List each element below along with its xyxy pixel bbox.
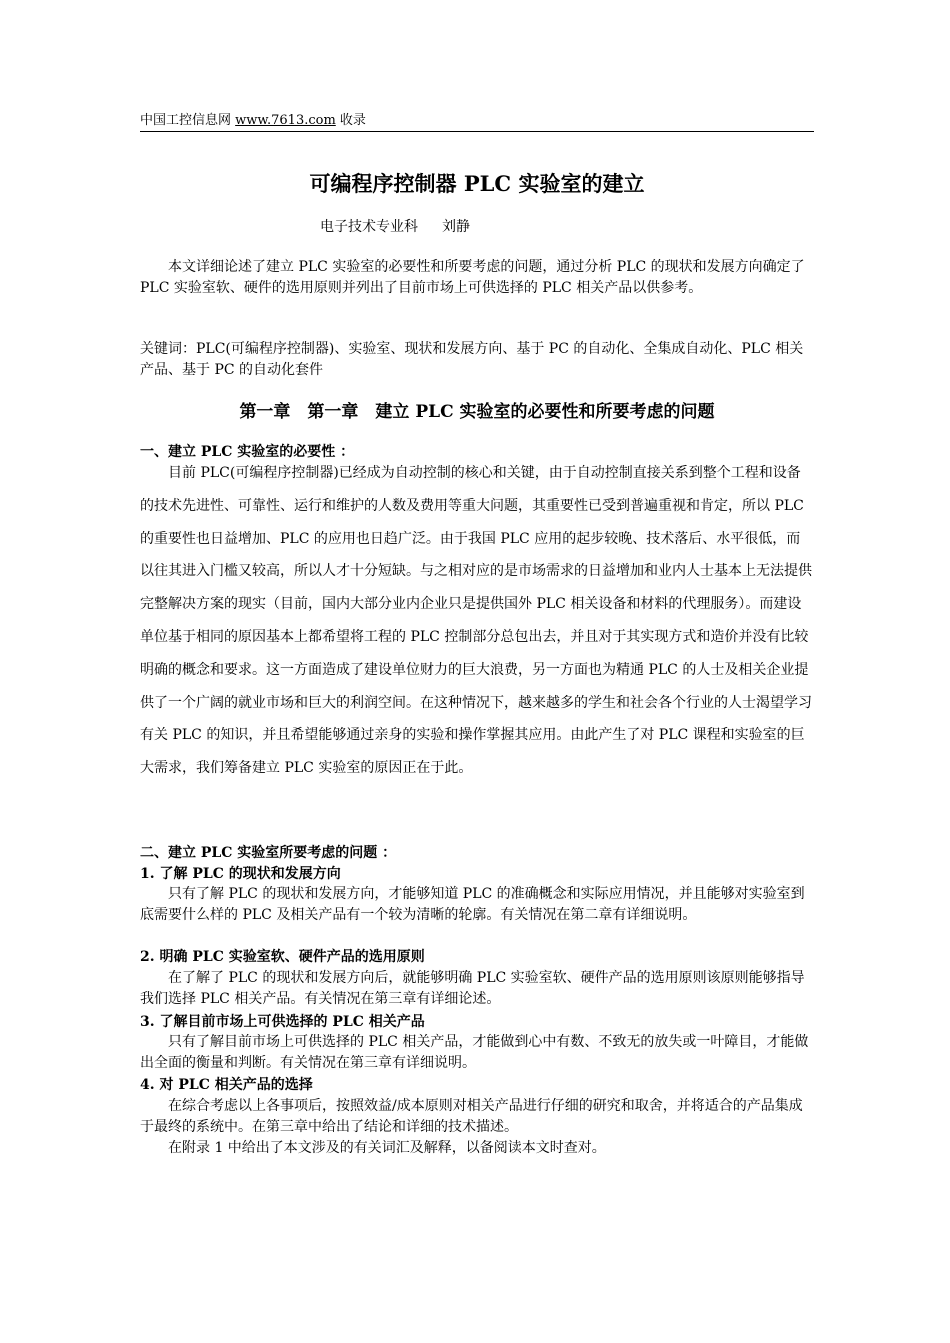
item4-heading: 4. 对 PLC 相关产品的选择 — [140, 1077, 313, 1093]
page-header — [140, 112, 814, 130]
item4-body: 在综合考虑以上各事项后，按照效益/成本原则对相关产品进行仔细的研究和取舍，并将适合的产品集成于最终的系统中。在第三章中给出了结论和详细的技术描述。 — [140, 1098, 803, 1135]
item1-heading: 1. 了解 PLC 的现状和发展方向 — [140, 866, 341, 882]
abstract-paragraph: 本文详细论述了建立 PLC 实验室的必要性和所要考虑的问题，通过分析 PLC 的现状和发展方向确定了 PLC 实验室软、硬件的选用原则并列出了目前市场上可供选择的 PLC 相关产品以供参考。 — [140, 259, 805, 296]
document-title: 可编程序控制器 PLC 实验室的建立 — [309, 171, 645, 196]
chapter-heading: 第一章 第一章 建立 PLC 实验室的必要性和所要考虑的问题 — [239, 402, 715, 422]
section1-body: 目前 PLC(可编程序控制器)已经成为自动控制的核心和关键，由于自动控制直接关系到整个工程和设备的技术先进性、可靠性、运行和维护的人数及费用等重大问题，其重要性已受到普遍重视和肯定，所以 PLC 的重要性也日益增加、PLC 的应用也日趋广泛。由于我国 PLC 应用的起步较晚、技术落后、水平很低，而以往其进入门槛又较高，所以人才十分短缺。与之相对应的是市场需求的日益增加和业内人士基本上无法提供完整解决方案的现实（目前，国内大部分业内企业只是提供国外 PLC 相关设备和材料的代理服务）。而建设单位基于相同的原因基本上都希望将工程的 PLC 控制部分总包出去，并且对于其实现方式和造价并没有比较明确的概念和要求。这一方面造成了建设单位财力的巨大浪费，另一方面也为精通 PLC 的人士及相关企业提供了一个广阔的就业市场和巨大的利润空间。在这种情况下，越来越多的学生和社会各个行业的人士渴望学习有关 PLC 的知识，并且希望能够通过亲身的实验和操作掌握其应用。由此产生了对 PLC 课程和实验室的巨大需求，我们筹备建立 PLC 实验室的原因正在于此。 — [140, 465, 812, 777]
keywords-paragraph: 关键词：PLC(可编程序控制器)、实验室、现状和发展方向、基于 PC 的自动化、全集成自动化、PLC 相关产品、基于 PC 的自动化套件 — [140, 341, 804, 378]
section1-heading: 一、建立 PLC 实验室的必要性 ： — [140, 444, 355, 460]
item3-body: 只有了解目前市场上可供选择的 PLC 相关产品，才能做到心中有数、不致无的放失或一叶障目，才能做出全面的衡量和判断。有关情况在第三章有详细说明。 — [140, 1034, 809, 1071]
appendix-note: 在附录 1 中给出了本文涉及的有关词汇及解释，以备阅读本文时查对。 — [168, 1140, 606, 1156]
item1-body: 只有了解 PLC 的现状和发展方向，才能够知道 PLC 的准确概念和实际应用情况，并且能够对实验室到底需要什么样的 PLC 及相关产品有一个较为清晰的轮廓。有关情况在第二章有详细说明。 — [140, 886, 805, 923]
author-department: 电子技术专业科 — [320, 219, 418, 235]
source-suffix: 收录 — [339, 113, 366, 128]
author-name: 刘静 — [442, 219, 470, 235]
item2-body: 在了解了 PLC 的现状和发展方向后，就能够明确 PLC 实验室软、硬件产品的选用原则该原则能够指导我们选择 PLC 相关产品。有关情况在第三章有详细论述。 — [140, 970, 805, 1007]
source-prefix: 中国工控信息网 — [140, 113, 232, 128]
header-divider — [140, 131, 814, 132]
site-link[interactable]: www.7613.com — [235, 113, 336, 128]
item3-heading: 3. 了解目前市场上可供选择的 PLC 相关产品 — [140, 1014, 425, 1030]
author-line — [320, 217, 470, 237]
section2-heading: 二、建立 PLC 实验室所要考虑的问题 ： — [140, 845, 397, 861]
item2-heading: 2. 明确 PLC 实验室软、硬件产品的选用原则 — [140, 949, 425, 965]
